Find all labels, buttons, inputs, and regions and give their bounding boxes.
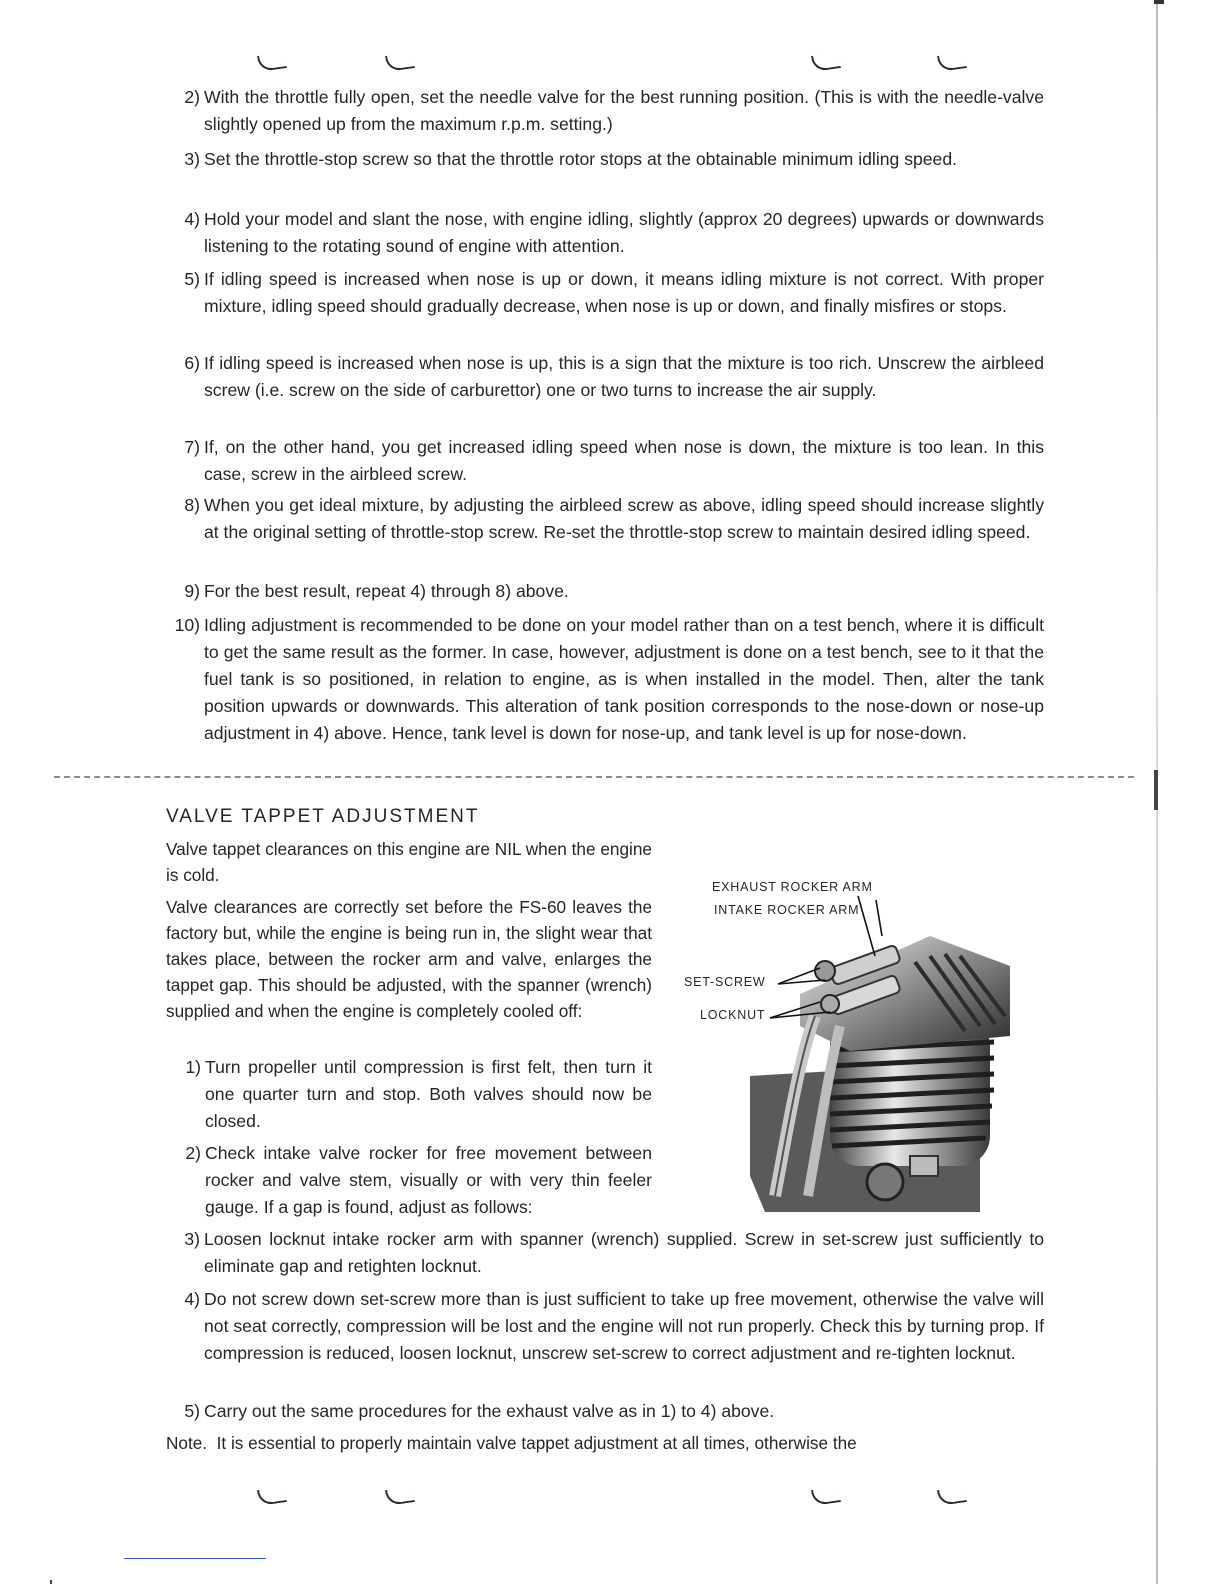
label-exhaust-rocker-arm: EXHAUST ROCKER ARM [712,880,873,894]
item-text: Loosen locknut intake rocker arm with spanner (wrench) supplied. Screw in set-screw just sufficiently to eliminate gap and retighten locknut. [204,1229,1044,1276]
engine-photo-illustration [680,876,1024,1212]
item-number: 10) [174,615,200,635]
binding-mark [937,52,967,72]
list-item [184,434,1044,488]
list-item [184,350,1044,404]
item-text: Set the throttle-stop screw so that the throttle rotor stops at the obtainable minimum idling speed. [204,149,958,169]
list-item [184,578,1044,605]
item-number: 1) [185,1057,201,1077]
item-text: When you get ideal mixture, by adjusting the airbleed screw as above, idling speed should increase slightly at the original setting of throttle-stop screw. Re-set the throttle-stop screw to maintain desired idling speed. [204,495,1044,542]
scan-speck [50,1580,52,1584]
item-text: Check intake valve rocker for free movement between rocker and valve stem, visually or with very thin feeler gauge. If a gap is found, adjust as follows: [205,1143,652,1217]
item-text: Carry out the same procedures for the exhaust valve as in 1) to 4) above. [204,1401,775,1421]
label-locknut: LOCKNUT [700,1008,766,1022]
item-number: 5) [184,1401,200,1421]
list-item [184,1226,1044,1280]
item-number: 7) [184,437,200,457]
section-heading: VALVE TAPPET ADJUSTMENT [166,806,480,827]
list-item [184,206,1044,260]
item-text: If, on the other hand, you get increased idling speed when nose is down, the mixture is too lean. In this case, screw in the airbleed screw. [204,437,1044,484]
section-divider [54,776,1134,778]
list-item [185,1054,652,1135]
binding-mark [385,1486,415,1506]
bottom-rule [124,1558,266,1559]
page-edge-tick [1154,0,1164,4]
item-text: Turn propeller until compression is first felt, then turn it one quarter turn and stop. Both valves should now be closed. [205,1057,652,1131]
binding-mark [257,1486,287,1506]
item-number: 2) [184,87,200,107]
list-item [184,492,1044,546]
item-text: With the throttle fully open, set the needle valve for the best running position. (This is with the needle-valve slightly opened up from the maximum r.p.m. setting.) [204,87,1044,134]
list-item [174,612,1044,747]
label-intake-rocker-arm: INTAKE ROCKER ARM [714,903,860,917]
item-text: Idling adjustment is recommended to be done on your model rather than on a test bench, where it is difficult to get the same result as the former. In case, however, adjustment is done on a test bench, see to it that the fuel tank is so positioned, in relation to engine, as is when installed in the model. Then, alter the tank position upwards or downwards. This alteration of tank position corresponds to the nose-down or nose-up adjustment in 4) above. Hence, tank level is down for nose-up, and tank level is up for nose-down. [204,615,1044,743]
item-number: 6) [184,353,200,373]
item-text: If idling speed is increased when nose is up, this is a sign that the mixture is too rich. Unscrew the airbleed screw (i.e. screw on the side of carburettor) one or two turns to increase the air supply. [204,353,1044,400]
intro-paragraph: Valve tappet clearances on this engine are NIL when the engine is cold. [166,839,652,885]
list-item [184,266,1044,320]
item-text: Hold your model and slant the nose, with engine idling, slightly (approx 20 degrees) upwards or downwards listening to the rotating sound of engine with attention. [204,209,1044,256]
item-number: 9) [184,581,200,601]
binding-mark [811,52,841,72]
item-text: For the best result, repeat 4) through 8) above. [204,581,569,601]
binding-mark [811,1486,841,1506]
item-number: 3) [184,149,200,169]
item-number: 8) [184,495,200,515]
item-number: 4) [184,1289,200,1309]
list-item [184,1286,1044,1367]
item-number: 5) [184,269,200,289]
binding-mark [257,52,287,72]
list-item [184,1398,1044,1425]
list-item [184,146,1044,173]
binding-mark [385,52,415,72]
item-number: 4) [184,209,200,229]
binding-mark [937,1486,967,1506]
item-text: If idling speed is increased when nose is up or down, it means idling mixture is not correct. With proper mixture, idling speed should gradually decrease, when nose is up or down, and finally misfires or stops. [204,269,1044,316]
list-item [184,84,1044,138]
item-number: 2) [185,1143,201,1163]
intro-paragraph: Valve clearances are correctly set before the FS-60 leaves the factory but, while the engine is being run in, the slight wear that takes place, between the rocker arm and valve, enlarges the tappet gap. This should be adjusted, with the spanner (wrench) supplied and when the engine is completely cooled off: [166,897,652,1021]
page-edge-tick [1154,770,1158,810]
list-item [185,1140,652,1221]
item-number: 3) [184,1229,200,1249]
item-text: Do not screw down set-screw more than is just sufficient to take up free movement, otherwise the valve will not seat correctly, compression will be lost and the engine will not run properly. Check this by turning prop. If compression is reduced, loosen locknut, unscrew set-screw to correct adjustment and re-tighten locknut. [204,1289,1044,1363]
engine-figure [680,876,1024,1212]
label-set-screw: SET-SCREW [684,975,766,989]
note-line: Note. It is essential to properly maintain valve tappet adjustment at all times, otherwise the [166,1433,857,1453]
